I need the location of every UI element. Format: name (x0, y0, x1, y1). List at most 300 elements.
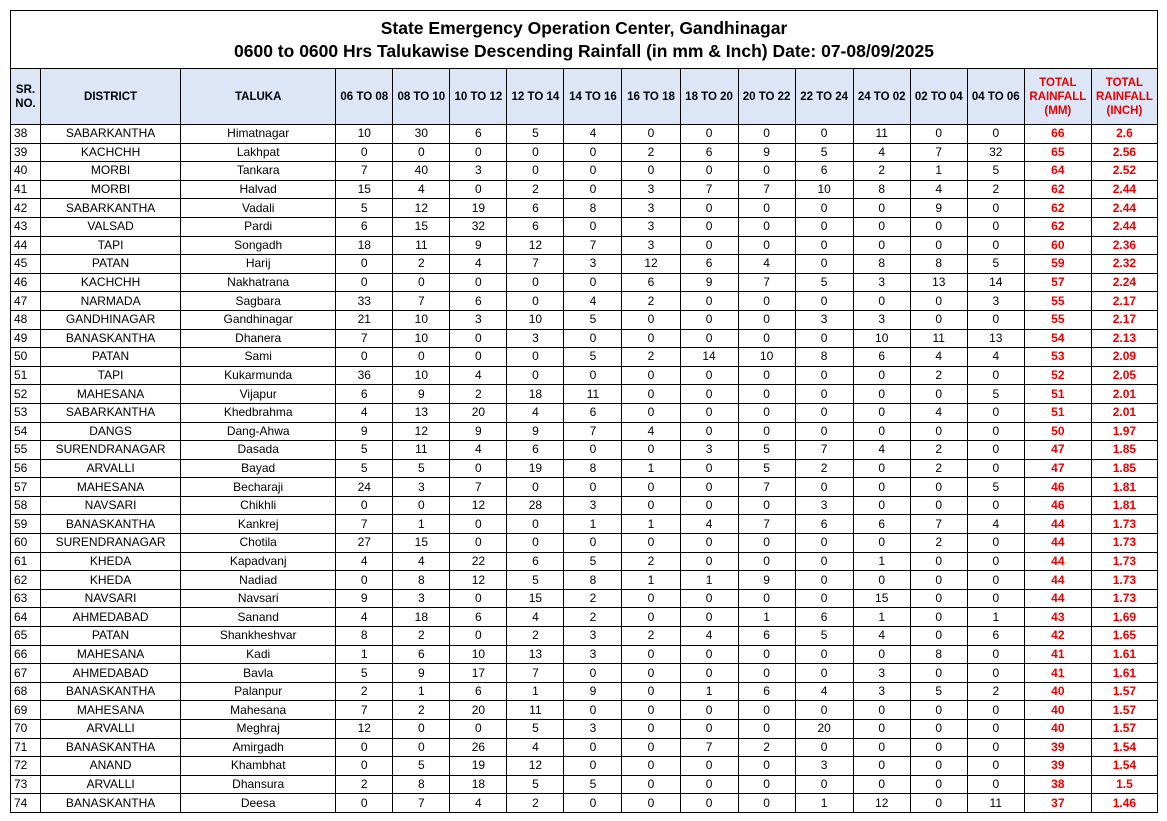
cell-slot: 6 (336, 217, 393, 236)
cell-taluka: Halvad (181, 180, 336, 199)
cell-slot: 3 (853, 682, 910, 701)
header-slot: 24 TO 02 (853, 69, 910, 125)
cell-taluka: Songadh (181, 236, 336, 255)
cell-taluka: Dhanera (181, 329, 336, 348)
cell-district: BANASKANTHA (41, 329, 181, 348)
cell-slot: 2 (622, 627, 680, 646)
cell-taluka: Deesa (181, 794, 336, 813)
cell-slot: 4 (967, 515, 1024, 534)
cell-total-inch: 1.73 (1091, 515, 1157, 534)
cell-total-mm: 62 (1024, 217, 1091, 236)
cell-slot: 0 (795, 701, 853, 720)
table-row (11, 310, 1158, 329)
cell-slot: 0 (910, 478, 967, 497)
cell-sr-no: 50 (11, 348, 41, 367)
cell-slot: 7 (564, 422, 622, 441)
cell-district: ARVALLI (41, 459, 181, 478)
cell-slot: 0 (910, 608, 967, 627)
cell-district: TAPI (41, 366, 181, 385)
cell-total-mm: 66 (1024, 125, 1091, 144)
cell-slot: 0 (967, 552, 1024, 571)
cell-slot: 6 (795, 162, 853, 181)
table-row (11, 366, 1158, 385)
cell-slot: 0 (738, 236, 795, 255)
cell-slot: 0 (564, 162, 622, 181)
header-slot: 14 TO 16 (564, 69, 622, 125)
cell-slot: 7 (680, 738, 738, 757)
cell-slot: 5 (507, 571, 564, 590)
cell-slot: 0 (622, 738, 680, 757)
cell-total-inch: 1.57 (1091, 720, 1157, 739)
table-row (11, 478, 1158, 497)
cell-sr-no: 46 (11, 273, 41, 292)
table-row (11, 385, 1158, 404)
cell-slot: 3 (622, 217, 680, 236)
header-total-inch: TOTAL RAINFALL (INCH) (1091, 69, 1157, 125)
cell-slot: 4 (853, 143, 910, 162)
cell-slot: 4 (910, 348, 967, 367)
cell-sr-no: 70 (11, 720, 41, 739)
cell-slot: 5 (967, 385, 1024, 404)
cell-slot: 0 (680, 403, 738, 422)
cell-district: DANGS (41, 422, 181, 441)
cell-total-mm: 57 (1024, 273, 1091, 292)
cell-slot: 0 (564, 273, 622, 292)
cell-slot: 11 (910, 329, 967, 348)
cell-total-inch: 1.97 (1091, 422, 1157, 441)
cell-slot: 0 (967, 217, 1024, 236)
cell-slot: 7 (795, 441, 853, 460)
cell-slot: 18 (507, 385, 564, 404)
cell-slot: 5 (910, 682, 967, 701)
cell-slot: 0 (564, 534, 622, 553)
cell-slot: 0 (967, 589, 1024, 608)
cell-total-inch: 2.05 (1091, 366, 1157, 385)
cell-slot: 20 (450, 701, 507, 720)
cell-slot: 3 (507, 329, 564, 348)
cell-total-inch: 2.01 (1091, 403, 1157, 422)
cell-slot: 3 (564, 496, 622, 515)
header-slot: 10 TO 12 (450, 69, 507, 125)
cell-slot: 1 (564, 515, 622, 534)
cell-taluka: Dasada (181, 441, 336, 460)
cell-slot: 1 (680, 571, 738, 590)
cell-slot: 6 (967, 627, 1024, 646)
cell-slot: 0 (910, 701, 967, 720)
cell-total-inch: 1.57 (1091, 701, 1157, 720)
cell-slot: 0 (622, 162, 680, 181)
cell-slot: 7 (336, 162, 393, 181)
cell-slot: 5 (336, 664, 393, 683)
cell-slot: 0 (680, 645, 738, 664)
cell-slot: 32 (967, 143, 1024, 162)
cell-slot: 0 (853, 292, 910, 311)
cell-slot: 4 (738, 255, 795, 274)
cell-slot: 0 (910, 217, 967, 236)
cell-slot: 7 (450, 478, 507, 497)
cell-sr-no: 52 (11, 385, 41, 404)
cell-slot: 0 (336, 255, 393, 274)
cell-total-mm: 62 (1024, 199, 1091, 218)
cell-slot: 0 (680, 217, 738, 236)
cell-slot: 5 (507, 125, 564, 144)
cell-total-inch: 2.01 (1091, 385, 1157, 404)
cell-slot: 0 (738, 645, 795, 664)
cell-district: NAVSARI (41, 496, 181, 515)
cell-slot: 1 (393, 515, 450, 534)
cell-slot: 0 (967, 701, 1024, 720)
cell-total-inch: 1.54 (1091, 738, 1157, 757)
cell-slot: 6 (450, 682, 507, 701)
table-row (11, 608, 1158, 627)
cell-district: PATAN (41, 348, 181, 367)
cell-slot: 0 (795, 292, 853, 311)
cell-slot: 0 (910, 496, 967, 515)
table-row (11, 199, 1158, 218)
cell-slot: 0 (853, 366, 910, 385)
table-row (11, 534, 1158, 553)
cell-district: SURENDRANAGAR (41, 441, 181, 460)
cell-slot: 4 (967, 348, 1024, 367)
cell-total-inch: 2.56 (1091, 143, 1157, 162)
cell-slot: 7 (336, 329, 393, 348)
cell-slot: 7 (507, 255, 564, 274)
cell-slot: 0 (910, 385, 967, 404)
cell-slot: 19 (450, 757, 507, 776)
cell-total-inch: 1.61 (1091, 645, 1157, 664)
cell-slot: 0 (622, 366, 680, 385)
cell-slot: 4 (336, 608, 393, 627)
cell-slot: 5 (967, 162, 1024, 181)
cell-sr-no: 57 (11, 478, 41, 497)
cell-taluka: Mahesana (181, 701, 336, 720)
cell-slot: 8 (393, 775, 450, 794)
cell-slot: 0 (507, 143, 564, 162)
table-row (11, 515, 1158, 534)
table-row (11, 217, 1158, 236)
cell-slot: 0 (622, 478, 680, 497)
cell-slot: 0 (910, 236, 967, 255)
cell-taluka: Bayad (181, 459, 336, 478)
cell-slot: 0 (967, 403, 1024, 422)
cell-total-inch: 1.46 (1091, 794, 1157, 813)
cell-sr-no: 58 (11, 496, 41, 515)
cell-slot: 8 (910, 645, 967, 664)
cell-total-mm: 41 (1024, 645, 1091, 664)
cell-slot: 14 (680, 348, 738, 367)
cell-slot: 0 (622, 757, 680, 776)
cell-slot: 8 (910, 255, 967, 274)
cell-taluka: Palanpur (181, 682, 336, 701)
cell-slot: 0 (680, 310, 738, 329)
table-row (11, 162, 1158, 181)
cell-slot: 0 (336, 348, 393, 367)
cell-slot: 0 (450, 273, 507, 292)
cell-slot: 4 (507, 738, 564, 757)
cell-slot: 5 (393, 757, 450, 776)
table-row (11, 757, 1158, 776)
cell-slot: 4 (507, 608, 564, 627)
cell-slot: 0 (564, 794, 622, 813)
cell-slot: 2 (393, 701, 450, 720)
cell-slot: 0 (967, 571, 1024, 590)
cell-slot: 3 (853, 273, 910, 292)
cell-slot: 5 (967, 255, 1024, 274)
cell-slot: 0 (450, 515, 507, 534)
cell-slot: 0 (336, 794, 393, 813)
table-row (11, 701, 1158, 720)
cell-slot: 6 (795, 608, 853, 627)
table-row (11, 627, 1158, 646)
cell-total-mm: 51 (1024, 403, 1091, 422)
cell-slot: 0 (738, 199, 795, 218)
cell-slot: 4 (450, 366, 507, 385)
cell-sr-no: 59 (11, 515, 41, 534)
header-row (11, 69, 1158, 125)
cell-slot: 1 (738, 608, 795, 627)
cell-slot: 0 (622, 310, 680, 329)
cell-slot: 0 (738, 366, 795, 385)
cell-slot: 13 (507, 645, 564, 664)
report-title: State Emergency Operation Center, Gandhinagar (380, 18, 788, 38)
cell-total-inch: 2.17 (1091, 292, 1157, 311)
cell-slot: 0 (967, 757, 1024, 776)
cell-slot: 15 (507, 589, 564, 608)
header-slot: 18 TO 20 (680, 69, 738, 125)
cell-slot: 5 (507, 775, 564, 794)
cell-slot: 0 (738, 757, 795, 776)
cell-slot: 0 (967, 534, 1024, 553)
cell-slot: 7 (910, 515, 967, 534)
cell-slot: 7 (393, 292, 450, 311)
cell-slot: 0 (450, 627, 507, 646)
report-title-block (10, 10, 1158, 68)
cell-slot: 32 (450, 217, 507, 236)
cell-slot: 0 (738, 496, 795, 515)
cell-slot: 1 (853, 608, 910, 627)
cell-slot: 0 (622, 682, 680, 701)
cell-slot: 0 (622, 608, 680, 627)
cell-taluka: Sagbara (181, 292, 336, 311)
table-row (11, 775, 1158, 794)
cell-slot: 8 (853, 255, 910, 274)
cell-slot: 26 (450, 738, 507, 757)
cell-slot: 0 (967, 664, 1024, 683)
cell-slot: 0 (738, 534, 795, 553)
cell-slot: 0 (680, 552, 738, 571)
cell-total-mm: 39 (1024, 738, 1091, 757)
cell-slot: 6 (507, 441, 564, 460)
cell-slot: 0 (853, 199, 910, 218)
cell-sr-no: 43 (11, 217, 41, 236)
cell-slot: 0 (680, 478, 738, 497)
cell-slot: 6 (507, 552, 564, 571)
cell-slot: 2 (910, 366, 967, 385)
cell-slot: 15 (393, 534, 450, 553)
cell-district: ARVALLI (41, 775, 181, 794)
cell-slot: 1 (622, 515, 680, 534)
cell-slot: 0 (795, 255, 853, 274)
cell-slot: 1 (336, 645, 393, 664)
header-slot: 12 TO 14 (507, 69, 564, 125)
cell-slot: 5 (795, 627, 853, 646)
cell-sr-no: 54 (11, 422, 41, 441)
cell-slot: 0 (853, 459, 910, 478)
cell-slot: 0 (564, 217, 622, 236)
cell-total-mm: 40 (1024, 720, 1091, 739)
table-row (11, 125, 1158, 144)
cell-slot: 10 (450, 645, 507, 664)
cell-sr-no: 71 (11, 738, 41, 757)
report-subtitle: 0600 to 0600 Hrs Talukawise Descending Rainfall (in mm & Inch) Date: 07-08/09/2025 (234, 41, 934, 61)
cell-slot: 0 (738, 775, 795, 794)
cell-slot: 20 (450, 403, 507, 422)
cell-slot: 0 (910, 422, 967, 441)
cell-taluka: Kapadvanj (181, 552, 336, 571)
cell-total-inch: 2.36 (1091, 236, 1157, 255)
cell-total-inch: 1.73 (1091, 552, 1157, 571)
cell-total-mm: 59 (1024, 255, 1091, 274)
cell-slot: 0 (853, 236, 910, 255)
cell-slot: 4 (507, 403, 564, 422)
cell-slot: 0 (564, 143, 622, 162)
cell-slot: 0 (393, 720, 450, 739)
cell-total-mm: 42 (1024, 627, 1091, 646)
cell-slot: 13 (393, 403, 450, 422)
cell-sr-no: 55 (11, 441, 41, 460)
cell-total-mm: 44 (1024, 552, 1091, 571)
cell-district: MAHESANA (41, 645, 181, 664)
cell-district: ANAND (41, 757, 181, 776)
cell-slot: 2 (738, 738, 795, 757)
cell-slot: 3 (853, 664, 910, 683)
cell-slot: 5 (336, 199, 393, 218)
cell-slot: 12 (336, 720, 393, 739)
header-slot: 08 TO 10 (393, 69, 450, 125)
cell-slot: 40 (393, 162, 450, 181)
cell-slot: 6 (336, 385, 393, 404)
cell-slot: 0 (564, 180, 622, 199)
cell-slot: 2 (393, 255, 450, 274)
cell-slot: 10 (507, 310, 564, 329)
cell-slot: 0 (910, 627, 967, 646)
cell-slot: 0 (622, 385, 680, 404)
cell-slot: 9 (910, 199, 967, 218)
cell-slot: 0 (680, 329, 738, 348)
cell-slot: 0 (853, 571, 910, 590)
cell-slot: 4 (622, 422, 680, 441)
cell-slot: 2 (910, 459, 967, 478)
header-taluka: TALUKA (181, 69, 336, 125)
header-slot: 16 TO 18 (622, 69, 680, 125)
header-slot: 20 TO 22 (738, 69, 795, 125)
cell-slot: 0 (622, 645, 680, 664)
cell-slot: 4 (795, 682, 853, 701)
cell-slot: 18 (450, 775, 507, 794)
cell-slot: 6 (738, 682, 795, 701)
cell-district: SURENDRANAGAR (41, 534, 181, 553)
header-sr-no: SR. NO. (11, 69, 41, 125)
cell-slot: 0 (450, 534, 507, 553)
cell-slot: 5 (564, 348, 622, 367)
cell-total-mm: 41 (1024, 664, 1091, 683)
cell-district: NAVSARI (41, 589, 181, 608)
cell-sr-no: 47 (11, 292, 41, 311)
header-slot: 04 TO 06 (967, 69, 1024, 125)
cell-slot: 1 (680, 682, 738, 701)
cell-slot: 0 (738, 701, 795, 720)
cell-slot: 5 (795, 143, 853, 162)
cell-slot: 2 (622, 348, 680, 367)
cell-slot: 0 (450, 720, 507, 739)
cell-sr-no: 74 (11, 794, 41, 813)
cell-slot: 0 (393, 143, 450, 162)
cell-taluka: Chotila (181, 534, 336, 553)
cell-slot: 10 (795, 180, 853, 199)
cell-total-mm: 52 (1024, 366, 1091, 385)
cell-taluka: Gandhinagar (181, 310, 336, 329)
cell-slot: 28 (507, 496, 564, 515)
cell-slot: 20 (795, 720, 853, 739)
cell-district: SABARKANTHA (41, 125, 181, 144)
cell-slot: 0 (680, 459, 738, 478)
cell-total-inch: 1.73 (1091, 589, 1157, 608)
cell-slot: 0 (853, 701, 910, 720)
cell-district: MORBI (41, 162, 181, 181)
cell-sr-no: 38 (11, 125, 41, 144)
cell-slot: 8 (393, 571, 450, 590)
cell-slot: 6 (450, 608, 507, 627)
cell-slot: 0 (622, 775, 680, 794)
cell-taluka: Meghraj (181, 720, 336, 739)
cell-total-inch: 1.69 (1091, 608, 1157, 627)
cell-total-mm: 50 (1024, 422, 1091, 441)
table-row (11, 794, 1158, 813)
cell-slot: 7 (738, 273, 795, 292)
cell-sr-no: 40 (11, 162, 41, 181)
cell-slot: 0 (622, 720, 680, 739)
cell-slot: 6 (450, 125, 507, 144)
cell-slot: 17 (450, 664, 507, 683)
cell-slot: 13 (967, 329, 1024, 348)
cell-slot: 0 (910, 292, 967, 311)
cell-slot: 10 (393, 366, 450, 385)
cell-slot: 3 (795, 496, 853, 515)
cell-slot: 0 (853, 385, 910, 404)
cell-slot: 11 (853, 125, 910, 144)
cell-slot: 4 (450, 794, 507, 813)
cell-slot: 4 (853, 441, 910, 460)
header-slot: 06 TO 08 (336, 69, 393, 125)
cell-slot: 0 (910, 125, 967, 144)
cell-slot: 5 (738, 441, 795, 460)
cell-slot: 12 (393, 422, 450, 441)
cell-slot: 3 (393, 589, 450, 608)
cell-slot: 0 (564, 366, 622, 385)
cell-slot: 9 (738, 571, 795, 590)
cell-sr-no: 72 (11, 757, 41, 776)
cell-slot: 0 (967, 310, 1024, 329)
cell-total-mm: 39 (1024, 757, 1091, 776)
cell-slot: 12 (450, 496, 507, 515)
cell-slot: 0 (564, 757, 622, 776)
cell-slot: 30 (393, 125, 450, 144)
cell-slot: 0 (622, 589, 680, 608)
cell-taluka: Chikhli (181, 496, 336, 515)
cell-total-mm: 46 (1024, 496, 1091, 515)
cell-district: AHMEDABAD (41, 608, 181, 627)
cell-slot: 0 (622, 329, 680, 348)
